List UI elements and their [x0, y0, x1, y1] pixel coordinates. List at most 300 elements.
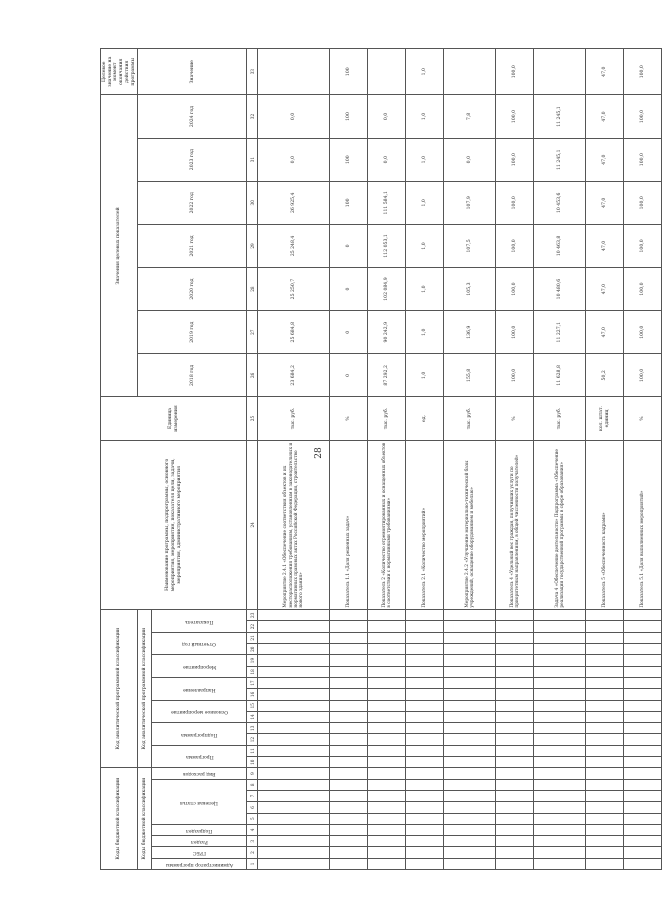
code-cell — [406, 689, 444, 700]
code-cell — [368, 813, 406, 824]
table-row — [330, 49, 368, 870]
row-value: 0 — [330, 311, 368, 354]
code-cell — [330, 666, 368, 677]
code-cell — [624, 858, 662, 869]
code-cell — [368, 677, 406, 688]
column-number: 9 — [247, 768, 258, 779]
code-cell — [406, 734, 444, 745]
code-cell — [624, 655, 662, 666]
code-cell — [406, 813, 444, 824]
code-cell — [368, 700, 406, 711]
code-cell — [586, 790, 624, 801]
code-cell — [534, 700, 586, 711]
row-value: 0,0 — [258, 95, 330, 138]
column-number: 7 — [247, 790, 258, 801]
code-cell — [258, 655, 330, 666]
code-cell — [406, 700, 444, 711]
column-number: 17 — [247, 677, 258, 688]
row-value: 100,0 — [496, 95, 534, 138]
table-row — [624, 49, 662, 870]
row-value: 50,2 — [586, 354, 624, 397]
code-cell — [330, 779, 368, 790]
row-value: 11 245,1 — [534, 138, 586, 181]
column-number: 19 — [247, 655, 258, 666]
code-cell — [534, 644, 586, 655]
row-final-value: 47,0 — [586, 49, 624, 95]
code-cell — [330, 836, 368, 847]
code-cell — [496, 700, 534, 711]
row-value: 0,0 — [368, 95, 406, 138]
code-cell — [368, 847, 406, 858]
column-number: 23 — [247, 610, 258, 621]
row-value: 100,0 — [496, 268, 534, 311]
column-number: 25 — [247, 397, 258, 440]
code-cell — [368, 610, 406, 621]
code-cell — [624, 610, 662, 621]
code-cell — [406, 836, 444, 847]
row-name: Мероприятие 2.4.2 «Улучшение материально-технической базы учреждений, оснащение оборудованием и мебелью» — [444, 440, 496, 610]
row-value: 100,0 — [624, 311, 662, 354]
document-sheet — [100, 40, 646, 870]
row-value: 10 480,6 — [534, 268, 586, 311]
column-number: 15 — [247, 700, 258, 711]
row-value: 100,0 — [496, 138, 534, 181]
row-final-value — [368, 49, 406, 95]
column-number: 21 — [247, 632, 258, 643]
vlabel-event: Мероприятие — [152, 655, 247, 678]
code-cell — [330, 745, 368, 756]
code-cell — [496, 734, 534, 745]
code-cell — [258, 677, 330, 688]
column-number-row — [247, 49, 258, 870]
row-value: 100 — [330, 95, 368, 138]
code-cell — [586, 745, 624, 756]
code-cell — [624, 689, 662, 700]
code-cell — [496, 824, 534, 835]
code-cell — [624, 802, 662, 813]
code-cell — [534, 768, 586, 779]
code-cell — [586, 711, 624, 722]
code-cell — [444, 779, 496, 790]
code-cell — [258, 802, 330, 813]
code-cell — [406, 768, 444, 779]
row-value: 111 584,1 — [368, 181, 406, 224]
code-cell — [444, 802, 496, 813]
code-cell — [444, 757, 496, 768]
code-cell — [330, 790, 368, 801]
vlabel-admin: Администратор программы — [152, 858, 247, 869]
row-value: 100,0 — [624, 138, 662, 181]
code-cell — [496, 757, 534, 768]
program-code-header: Код аналитической программной классификации — [101, 610, 138, 768]
row-name: Показатель 1.1 «Доля решенных задач» — [330, 440, 368, 610]
code-cell — [586, 677, 624, 688]
code-cell — [368, 711, 406, 722]
row-value: 26 925,4 — [258, 181, 330, 224]
code-cell — [444, 836, 496, 847]
code-cell — [258, 621, 330, 632]
vlabel-direction: Направление — [152, 677, 247, 700]
code-cell — [406, 655, 444, 666]
row-value: 0,0 — [258, 138, 330, 181]
code-cell — [496, 711, 534, 722]
table-row — [368, 49, 406, 870]
code-cell — [534, 632, 586, 643]
column-number: 5 — [247, 813, 258, 824]
code-cell — [624, 621, 662, 632]
code-cell — [586, 768, 624, 779]
code-cell — [368, 689, 406, 700]
code-cell — [368, 757, 406, 768]
code-cell — [534, 847, 586, 858]
code-cell — [534, 677, 586, 688]
column-number: 3 — [247, 836, 258, 847]
code-cell — [368, 768, 406, 779]
row-final-value — [444, 49, 496, 95]
code-cell — [258, 858, 330, 869]
code-cell — [496, 790, 534, 801]
code-cell — [534, 723, 586, 734]
code-cell — [586, 632, 624, 643]
row-value: 25 684,8 — [258, 311, 330, 354]
code-cell — [406, 745, 444, 756]
code-cell — [406, 790, 444, 801]
code-cell — [368, 621, 406, 632]
code-cell — [624, 666, 662, 677]
code-cell — [368, 734, 406, 745]
code-cell — [368, 802, 406, 813]
code-cell — [586, 644, 624, 655]
row-value: 1,0 — [406, 311, 444, 354]
code-cell — [496, 847, 534, 858]
code-cell — [444, 790, 496, 801]
code-cell — [406, 824, 444, 835]
budget-table — [100, 48, 662, 870]
vlabel-section: Раздел — [152, 836, 247, 847]
code-cell — [586, 802, 624, 813]
column-number: 6 — [247, 802, 258, 813]
row-value: 1,0 — [406, 138, 444, 181]
code-cell — [534, 745, 586, 756]
code-cell — [534, 610, 586, 621]
code-cell — [624, 734, 662, 745]
code-cell — [444, 621, 496, 632]
row-value: 100,0 — [624, 268, 662, 311]
row-value: 102 084,9 — [368, 268, 406, 311]
code-cell — [624, 768, 662, 779]
row-value: 87 292,2 — [368, 354, 406, 397]
code-cell — [330, 610, 368, 621]
column-number: 16 — [247, 689, 258, 700]
row-name: Показатель 5 «Обеспеченность кадрами» — [586, 440, 624, 610]
row-value: 100,0 — [496, 311, 534, 354]
table-row — [496, 49, 534, 870]
table-row — [406, 49, 444, 870]
vlabel-indicator: Показатель — [152, 610, 247, 633]
row-value: 47,0 — [586, 181, 624, 224]
code-cell — [330, 655, 368, 666]
vlabel-program: Программа — [152, 745, 247, 768]
row-value: 0 — [330, 268, 368, 311]
code-cell — [444, 644, 496, 655]
code-cell — [368, 632, 406, 643]
code-cell — [624, 644, 662, 655]
code-cell — [406, 847, 444, 858]
row-value: 112 053,1 — [368, 224, 406, 267]
code-cell — [624, 700, 662, 711]
row-final-value: 1,0 — [406, 49, 444, 95]
code-cell — [534, 802, 586, 813]
column-number: 27 — [247, 311, 258, 354]
vlabel-subsection: Подраздел — [152, 824, 247, 835]
code-cell — [258, 779, 330, 790]
code-cell — [586, 621, 624, 632]
code-cell — [496, 689, 534, 700]
code-cell — [368, 644, 406, 655]
row-unit: % — [496, 397, 534, 440]
vlabel-target-article: Целевая статья — [152, 779, 247, 824]
code-cell — [586, 757, 624, 768]
code-cell — [368, 655, 406, 666]
code-cell — [586, 700, 624, 711]
year-2020: 2020 год — [138, 268, 247, 311]
code-cell — [406, 779, 444, 790]
name-column-header: Наименование программы, подпрограммы, основного мероприятия, мероприятия, показателя цели, задачи, мероприятия, административного мероприятия — [101, 440, 247, 610]
vlabel-subprogram: Подпрограмма — [152, 723, 247, 746]
vlabel-expense-type: Вид расходов — [152, 768, 247, 779]
code-cell — [258, 745, 330, 756]
code-cell — [444, 677, 496, 688]
row-value: 1,0 — [406, 95, 444, 138]
code-cell — [496, 779, 534, 790]
code-cell — [406, 632, 444, 643]
rotated-table-container — [100, 40, 646, 870]
code-cell — [444, 723, 496, 734]
code-cell — [330, 802, 368, 813]
year-2023: 2023 год — [138, 138, 247, 181]
code-cell — [624, 847, 662, 858]
code-cell — [406, 644, 444, 655]
code-cell — [330, 858, 368, 869]
code-cell — [330, 847, 368, 858]
code-cell — [330, 768, 368, 779]
code-cell — [586, 610, 624, 621]
code-cell — [534, 734, 586, 745]
column-number: 10 — [247, 757, 258, 768]
row-value: 47,0 — [586, 138, 624, 181]
code-cell — [330, 689, 368, 700]
row-unit: тыс. руб. — [368, 397, 406, 440]
code-cell — [444, 745, 496, 756]
row-value: 105,3 — [444, 268, 496, 311]
code-cell — [330, 723, 368, 734]
code-cell — [258, 632, 330, 643]
code-cell — [258, 700, 330, 711]
column-number: 18 — [247, 666, 258, 677]
row-unit: тыс. руб. — [258, 397, 330, 440]
code-cell — [258, 689, 330, 700]
row-value: 47,0 — [586, 311, 624, 354]
row-value: 107,9 — [444, 181, 496, 224]
row-value: 100,0 — [496, 181, 534, 224]
row-final-value — [258, 49, 330, 95]
code-cell — [624, 779, 662, 790]
code-cell — [586, 779, 624, 790]
code-cell — [624, 745, 662, 756]
row-value: 136,9 — [444, 311, 496, 354]
code-cell — [534, 621, 586, 632]
row-final-value: 100,0 — [496, 49, 534, 95]
code-cell — [330, 700, 368, 711]
code-cell — [258, 813, 330, 824]
row-name: Задача 4 «Обеспечение деятельности» Подпрограмма «Обеспечение реализации государственной программы в сфере образования» — [534, 440, 586, 610]
row-value: 1,0 — [406, 268, 444, 311]
column-number: 33 — [247, 49, 258, 95]
row-unit: ед. — [406, 397, 444, 440]
code-cell — [496, 768, 534, 779]
code-cell — [330, 757, 368, 768]
year-2021: 2021 год — [138, 224, 247, 267]
code-cell — [444, 655, 496, 666]
code-cell — [258, 610, 330, 621]
column-number: 20 — [247, 644, 258, 655]
code-cell — [406, 610, 444, 621]
vlabel-grbs: ГРБС — [152, 847, 247, 858]
code-cell — [496, 836, 534, 847]
row-value: 47,0 — [586, 224, 624, 267]
code-cell — [444, 632, 496, 643]
code-cell — [444, 666, 496, 677]
program-code-subgroup: Код аналитической программной классификации — [138, 610, 152, 768]
code-cell — [406, 621, 444, 632]
code-cell — [406, 666, 444, 677]
code-cell — [624, 836, 662, 847]
code-cell — [258, 790, 330, 801]
row-value: 10 453,6 — [534, 181, 586, 224]
row-value: 23 684,2 — [258, 354, 330, 397]
code-cell — [444, 847, 496, 858]
code-cell — [586, 836, 624, 847]
code-cell — [624, 677, 662, 688]
row-value: 100,0 — [624, 181, 662, 224]
row-final-value: 100,0 — [624, 49, 662, 95]
vlabel-report-year: Отчетный год — [152, 632, 247, 655]
row-name: Показатель 5.1 «Доля выполненных мероприятий» — [624, 440, 662, 610]
code-cell — [406, 677, 444, 688]
code-cell — [586, 655, 624, 666]
code-cell — [534, 757, 586, 768]
code-cell — [444, 768, 496, 779]
values-column-header: Значения целевых показателей — [101, 95, 138, 397]
row-unit: тыс. руб. — [534, 397, 586, 440]
code-cell — [330, 813, 368, 824]
code-cell — [258, 847, 330, 858]
row-value: 107,5 — [444, 224, 496, 267]
code-cell — [258, 824, 330, 835]
classification-header: Коды бюджетной классификации — [101, 768, 138, 870]
column-number: 1 — [247, 858, 258, 869]
row-value: 0,0 — [368, 138, 406, 181]
code-cell — [444, 813, 496, 824]
unit-column-header: Единица измерения — [101, 397, 247, 440]
code-cell — [368, 779, 406, 790]
row-value: 100,0 — [496, 354, 534, 397]
column-number: 12 — [247, 734, 258, 745]
code-cell — [258, 711, 330, 722]
code-cell — [624, 723, 662, 734]
row-value: 25 250,7 — [258, 268, 330, 311]
row-value: 1,0 — [406, 224, 444, 267]
code-cell — [444, 858, 496, 869]
year-2019: 2019 год — [138, 311, 247, 354]
column-number: 32 — [247, 95, 258, 138]
code-cell — [586, 858, 624, 869]
row-value: 1,0 — [406, 181, 444, 224]
row-value: 100,0 — [496, 224, 534, 267]
code-cell — [496, 621, 534, 632]
code-cell — [444, 689, 496, 700]
code-cell — [586, 666, 624, 677]
code-cell — [586, 813, 624, 824]
page-number: 28 — [314, 447, 324, 459]
column-number: 31 — [247, 138, 258, 181]
column-number: 29 — [247, 224, 258, 267]
table-row — [534, 49, 586, 870]
code-cell — [368, 790, 406, 801]
code-cell — [258, 644, 330, 655]
code-cell — [624, 790, 662, 801]
row-value: 11 227,1 — [534, 311, 586, 354]
row-value: 25 248,4 — [258, 224, 330, 267]
code-cell — [330, 644, 368, 655]
row-value: 100,0 — [624, 354, 662, 397]
code-cell — [534, 779, 586, 790]
code-cell — [534, 813, 586, 824]
code-cell — [444, 700, 496, 711]
code-cell — [258, 666, 330, 677]
final-column-header: Целевое значение на момент окончания действия программы — [101, 49, 138, 95]
code-cell — [330, 734, 368, 745]
code-cell — [258, 723, 330, 734]
year-2024: 2024 год — [138, 95, 247, 138]
code-cell — [534, 858, 586, 869]
code-cell — [534, 689, 586, 700]
code-cell — [368, 836, 406, 847]
row-name: Показатель 4 «Удельный вес граждан, получивших услуги по приоритетным направлениям, в общей численности получателей» — [496, 440, 534, 610]
year-2022: 2022 год — [138, 181, 247, 224]
code-cell — [368, 723, 406, 734]
row-value: 0 — [330, 354, 368, 397]
final-value-header: Значение — [138, 49, 247, 95]
row-name: Мероприятие 2.4.1 «Обеспечение соответствия объектов и их месторасположения требованиям, установленным в законодательных и нормативных правовых актах Российской Федерации, строительство нового здания» — [258, 440, 330, 610]
code-cell — [406, 711, 444, 722]
code-cell — [624, 824, 662, 835]
code-cell — [586, 734, 624, 745]
budget-code-group: Коды бюджетной классификации — [138, 768, 152, 870]
row-final-value: 100 — [330, 49, 368, 95]
code-cell — [624, 711, 662, 722]
row-value: 100 — [330, 181, 368, 224]
column-number: 13 — [247, 723, 258, 734]
column-number: 22 — [247, 621, 258, 632]
code-cell — [444, 711, 496, 722]
code-cell — [330, 677, 368, 688]
code-cell — [258, 836, 330, 847]
column-number: 14 — [247, 711, 258, 722]
row-value: 47,0 — [586, 268, 624, 311]
year-2018: 2018 год — [138, 354, 247, 397]
code-cell — [330, 711, 368, 722]
